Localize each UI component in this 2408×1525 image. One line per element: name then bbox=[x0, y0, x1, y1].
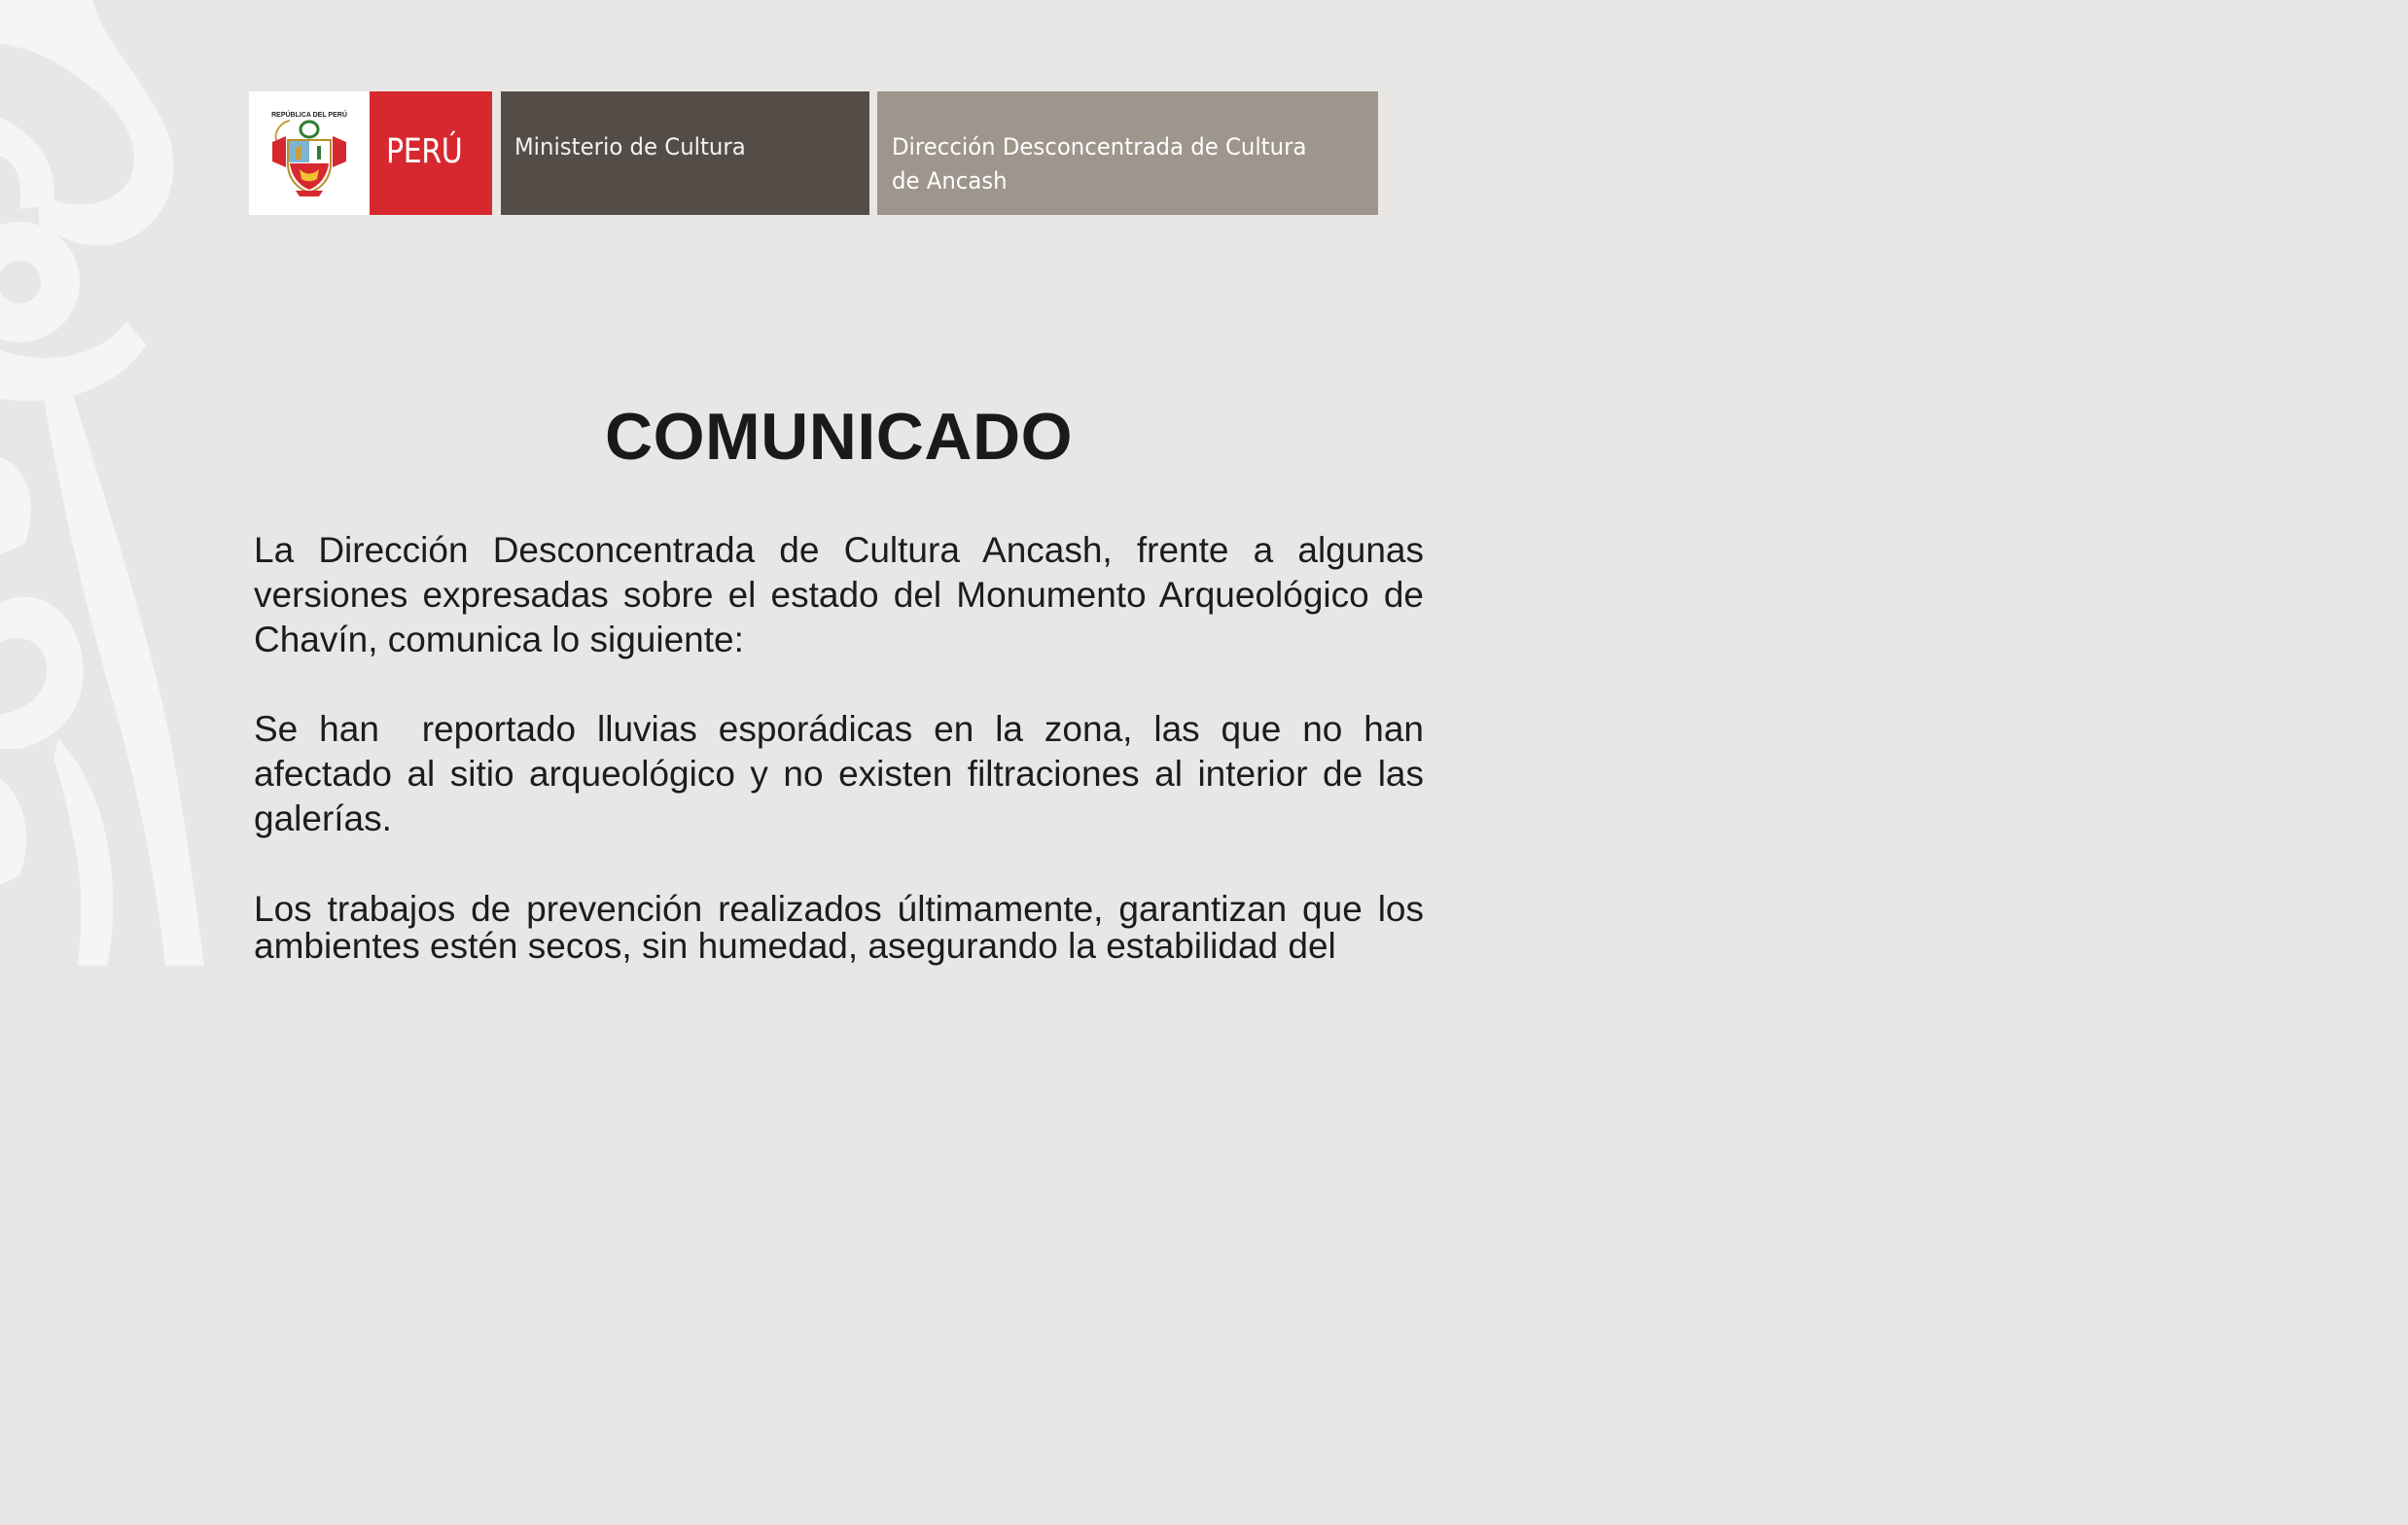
direction-label: Dirección Desconcentrada de Cultura de Ancash bbox=[892, 133, 1307, 195]
coat-of-arms-box bbox=[249, 91, 370, 215]
header-banner bbox=[249, 91, 1378, 215]
decorative-chavin-pattern bbox=[0, 0, 233, 966]
paragraph-1: La Dirección Desconcentrada de Cultura Ancash, frente a algunas versiones expresadas sobre el estado del Monumento Arqueológico de Chavín, comunica lo siguiente: bbox=[254, 530, 1424, 659]
ministry-box bbox=[501, 91, 869, 215]
paragraph-2: Se han reportado lluvias esporádicas en la zona, las que no han afectado al sitio arqueológico y no existen filtraciones al interior de las galerías. bbox=[254, 709, 1434, 838]
ministry-label: Ministerio de Cultura bbox=[514, 133, 746, 160]
country-label: PERÚ bbox=[386, 132, 463, 171]
direction-box bbox=[877, 91, 1378, 215]
document-title: COMUNICADO bbox=[605, 400, 1073, 474]
coat-of-arms-icon bbox=[266, 103, 352, 200]
svg-text:REPÚBLICA DEL PERÚ: REPÚBLICA DEL PERÚ bbox=[271, 112, 347, 119]
paragraph-3: Los trabajos de prevención realizados últimamente, garantizan que los ambientes estén secos, sin humedad, asegurando la estabilidad del bbox=[254, 889, 1424, 966]
peru-box bbox=[370, 91, 492, 215]
